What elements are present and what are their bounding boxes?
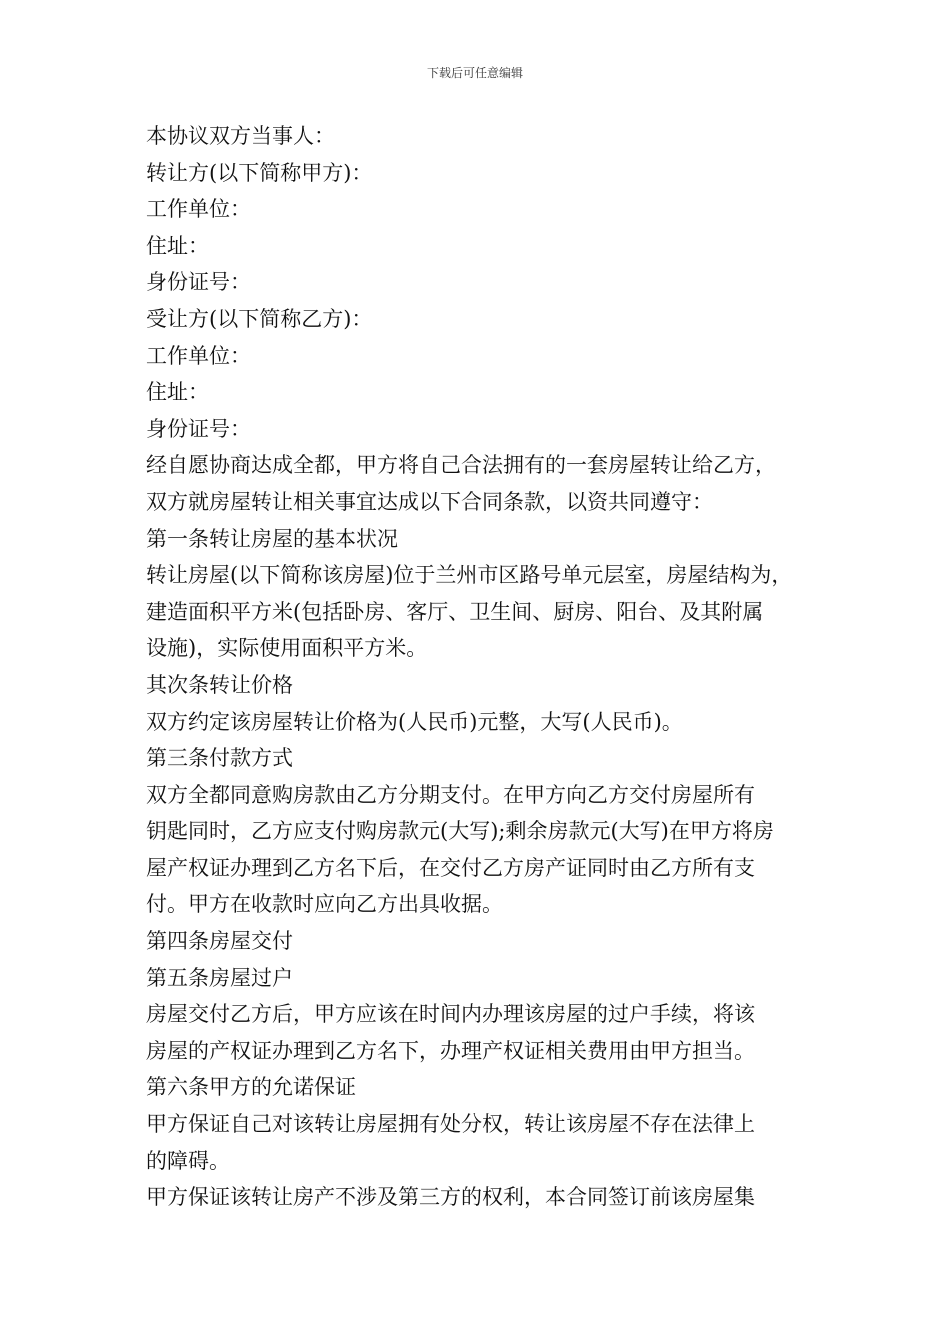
party-a-heading: 转让方(以下简称甲方)：: [146, 160, 373, 185]
article-2-heading: 其次条转让价格: [146, 672, 293, 697]
article-5-text: 房屋的产权证办理到乙方名下，办理产权证相关费用由甲方担当。: [146, 1038, 755, 1063]
intro-parties: 本协议双方当事人：: [146, 124, 335, 148]
article-5-text: 房屋交付乙方后，甲方应该在时间内办理该房屋的过户手续，将该: [146, 1002, 755, 1027]
article-4-heading: 第四条房屋交付: [146, 929, 293, 954]
article-6-text: 甲方保证该转让房产不涉及第三方的权利，本合同签订前该房屋集: [146, 1185, 755, 1210]
party-a-id-number: 身份证号：: [146, 270, 251, 295]
article-1-text: 设施)，实际使用面积平方米。: [146, 636, 428, 661]
party-b-heading: 受让方(以下简称乙方)：: [146, 306, 373, 331]
party-b-employer: 工作单位：: [146, 343, 251, 368]
party-b-id-number: 身份证号：: [146, 416, 251, 441]
article-3-text: 钥匙同时，乙方应支付购房款元(大写);剩余房款元(大写)在甲方将房: [146, 819, 774, 844]
article-1-heading: 第一条转让房屋的基本状况: [146, 526, 398, 551]
preamble-line: 双方就房屋转让相关事宜达成以下合同条款，以资共同遵守：: [146, 489, 713, 514]
party-a-employer: 工作单位：: [146, 197, 251, 222]
article-2-text: 双方约定该房屋转让价格为(人民币)元整，大写(人民币)。: [146, 709, 683, 734]
article-3-text: 付。甲方在收款时应向乙方出具收据。: [146, 892, 503, 917]
article-6-text: 的障碍。: [146, 1148, 230, 1173]
article-3-text: 双方全都同意购房款由乙方分期支付。在甲方向乙方交付房屋所有: [146, 782, 755, 807]
article-5-heading: 第五条房屋过户: [146, 965, 293, 990]
article-1-text: 建造面积平方米(包括卧房、客厅、卫生间、厨房、阳台、及其附属: [146, 599, 764, 624]
preamble-line: 经自愿协商达成全都，甲方将自己合法拥有的一套房屋转让给乙方，: [146, 453, 776, 478]
article-3-heading: 第三条付款方式: [146, 746, 293, 771]
document-body: [146, 118, 826, 1216]
page-header-note: 下载后可任意编辑: [426, 66, 523, 80]
article-6-text: 甲方保证自己对该转让房屋拥有处分权，转让该房屋不存在法律上: [146, 1112, 755, 1137]
party-a-address: 住址：: [146, 233, 209, 258]
article-1-text: 转让房屋(以下简称该房屋)位于兰州市区路号单元层室，房屋结构为，: [146, 563, 793, 588]
article-3-text: 屋产权证办理到乙方名下后，在交付乙方房产证同时由乙方所有支: [146, 855, 755, 880]
party-b-address: 住址：: [146, 380, 209, 405]
article-6-heading: 第六条甲方的允诺保证: [146, 1075, 356, 1100]
